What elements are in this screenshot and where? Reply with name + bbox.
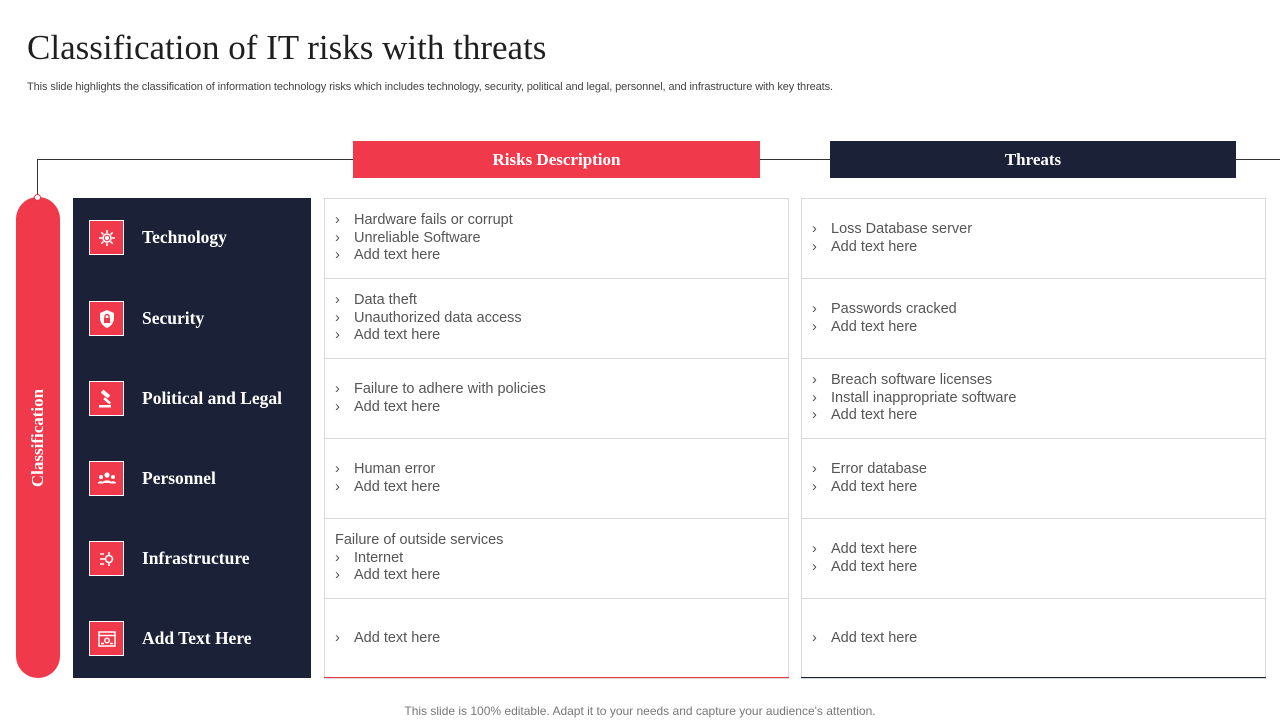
bullet-item bbox=[335, 327, 788, 345]
bullet-item bbox=[812, 221, 1265, 239]
category-panel bbox=[73, 198, 311, 678]
threats-bottom-rule bbox=[801, 677, 1266, 678]
bullet-item bbox=[812, 390, 1265, 408]
bullet-item bbox=[812, 559, 1265, 577]
chevron-right-icon: › bbox=[335, 327, 340, 344]
chevron-right-icon: › bbox=[812, 540, 817, 557]
bullet-text: Human error bbox=[354, 460, 436, 477]
bullet-text: Add text here bbox=[831, 558, 918, 575]
network-hub-icon bbox=[89, 541, 124, 576]
chevron-right-icon: › bbox=[812, 238, 817, 255]
chevron-right-icon: › bbox=[812, 318, 817, 335]
bullet-text: Failure of outside services bbox=[335, 531, 504, 548]
shield-lock-icon bbox=[89, 301, 124, 336]
category-label: Technology bbox=[142, 227, 227, 247]
bullet-item bbox=[335, 479, 788, 497]
threat-cell bbox=[801, 598, 1266, 679]
bullet-text: Add text here bbox=[831, 407, 918, 424]
chevron-right-icon: › bbox=[812, 389, 817, 406]
bullet-item bbox=[335, 247, 788, 265]
chevron-right-icon: › bbox=[812, 407, 817, 424]
page-title: Classification of IT risks with threats bbox=[27, 28, 547, 67]
chevron-right-icon: › bbox=[812, 629, 817, 646]
chevron-right-icon: › bbox=[335, 247, 340, 264]
threats-header: Threats bbox=[830, 141, 1236, 178]
bullet-item bbox=[335, 292, 788, 310]
bullet-text: Error database bbox=[831, 460, 927, 477]
category-label: Infrastructure bbox=[142, 548, 250, 568]
category-infrastructure bbox=[89, 541, 250, 576]
risk-cell bbox=[324, 518, 789, 599]
risks-bottom-rule bbox=[324, 677, 789, 678]
bullet-item bbox=[335, 550, 788, 568]
chevron-right-icon: › bbox=[335, 380, 340, 397]
category-label: Personnel bbox=[142, 468, 216, 488]
bullet-item bbox=[812, 372, 1265, 390]
category-personnel bbox=[89, 461, 216, 496]
chevron-right-icon: › bbox=[335, 629, 340, 646]
bullet-text: Add text here bbox=[354, 247, 441, 264]
category-label: Security bbox=[142, 308, 205, 328]
bullet-text: Hardware fails or corrupt bbox=[354, 211, 513, 228]
bullet-text: Add text here bbox=[354, 567, 441, 584]
threat-cell bbox=[801, 438, 1266, 519]
bullet-text: Internet bbox=[354, 549, 404, 566]
category-add-text bbox=[89, 621, 252, 656]
bullet-item bbox=[812, 319, 1265, 337]
gear-circuit-icon bbox=[89, 220, 124, 255]
bullet-text: Passwords cracked bbox=[831, 300, 957, 317]
risk-cell bbox=[324, 198, 789, 279]
bullet-text: Loss Database server bbox=[831, 220, 973, 237]
bullet-text: Add text here bbox=[831, 540, 918, 557]
bullet-text: Unauthorized data access bbox=[354, 309, 522, 326]
bullet-item bbox=[812, 630, 1265, 648]
page-subtitle: This slide highlights the classification of information technology risks which includes technology, security, political and legal, personnel, and infrastructure with key threats. bbox=[27, 81, 833, 93]
risk-cell bbox=[324, 598, 789, 679]
bullet-text: Add text here bbox=[354, 629, 441, 646]
bullet-item bbox=[812, 461, 1265, 479]
document-screen-icon bbox=[89, 621, 124, 656]
bullet-text: Install inappropriate software bbox=[831, 389, 1017, 406]
risk-cell bbox=[324, 438, 789, 519]
bullet-text: Add text here bbox=[831, 478, 918, 495]
category-label: Add Text Here bbox=[142, 628, 252, 648]
category-security bbox=[89, 301, 204, 336]
bullet-text: Add text here bbox=[831, 318, 918, 335]
bullet-text: Unreliable Software bbox=[354, 229, 481, 246]
bullet-item bbox=[335, 567, 788, 585]
connector-line-middle bbox=[760, 159, 830, 160]
people-group-icon bbox=[89, 461, 124, 496]
bullet-item bbox=[812, 541, 1265, 559]
chevron-right-icon: › bbox=[335, 211, 340, 228]
connector-line-top bbox=[37, 159, 353, 160]
bullet-text: Breach software licenses bbox=[831, 371, 993, 388]
bullet-item bbox=[812, 479, 1265, 497]
gavel-icon bbox=[89, 381, 124, 416]
chevron-right-icon: › bbox=[335, 567, 340, 584]
bullet-text: Add text here bbox=[831, 238, 918, 255]
threat-cell bbox=[801, 278, 1266, 359]
chevron-right-icon: › bbox=[812, 460, 817, 477]
chevron-right-icon: › bbox=[335, 460, 340, 477]
bullet-text: Data theft bbox=[354, 291, 417, 308]
chevron-right-icon: › bbox=[335, 309, 340, 326]
risk-cell bbox=[324, 358, 789, 439]
bullet-item bbox=[812, 239, 1265, 257]
bullet-item bbox=[335, 630, 788, 648]
bullet-item bbox=[335, 212, 788, 230]
threat-cell bbox=[801, 198, 1266, 279]
chevron-right-icon: › bbox=[812, 371, 817, 388]
chevron-right-icon: › bbox=[812, 220, 817, 237]
bullet-text: Add text here bbox=[831, 629, 918, 646]
bullet-text: Failure to adhere with policies bbox=[354, 380, 546, 397]
bullet-item bbox=[812, 407, 1265, 425]
category-political-legal bbox=[89, 381, 282, 416]
bullet-item bbox=[812, 301, 1265, 319]
chevron-right-icon: › bbox=[335, 291, 340, 308]
connector-line-left bbox=[37, 159, 38, 197]
bullet-text: Add text here bbox=[354, 398, 441, 415]
category-label: Political and Legal bbox=[142, 388, 282, 408]
chevron-right-icon: › bbox=[335, 549, 340, 566]
connector-dot bbox=[34, 194, 41, 201]
bullet-text: Add text here bbox=[354, 478, 441, 495]
bullet-item bbox=[335, 532, 788, 550]
bullet-item bbox=[335, 381, 788, 399]
bullet-item bbox=[335, 230, 788, 248]
bullet-item bbox=[335, 310, 788, 328]
bullet-text: Add text here bbox=[354, 327, 441, 344]
chevron-right-icon: › bbox=[812, 478, 817, 495]
chevron-right-icon: › bbox=[812, 558, 817, 575]
threat-cell bbox=[801, 518, 1266, 599]
bullet-item bbox=[335, 399, 788, 417]
classification-label: Classification bbox=[28, 388, 47, 488]
threat-cell bbox=[801, 358, 1266, 439]
risks-description-header: Risks Description bbox=[353, 141, 760, 178]
chevron-right-icon: › bbox=[335, 229, 340, 246]
risk-cell bbox=[324, 278, 789, 359]
chevron-right-icon: › bbox=[335, 398, 340, 415]
category-technology bbox=[89, 220, 227, 255]
connector-line-right bbox=[1236, 159, 1280, 160]
bullet-item bbox=[335, 461, 788, 479]
chevron-right-icon: › bbox=[335, 478, 340, 495]
footer-note: This slide is 100% editable. Adapt it to your needs and capture your audience's attention. bbox=[404, 704, 876, 718]
chevron-right-icon: › bbox=[812, 300, 817, 317]
